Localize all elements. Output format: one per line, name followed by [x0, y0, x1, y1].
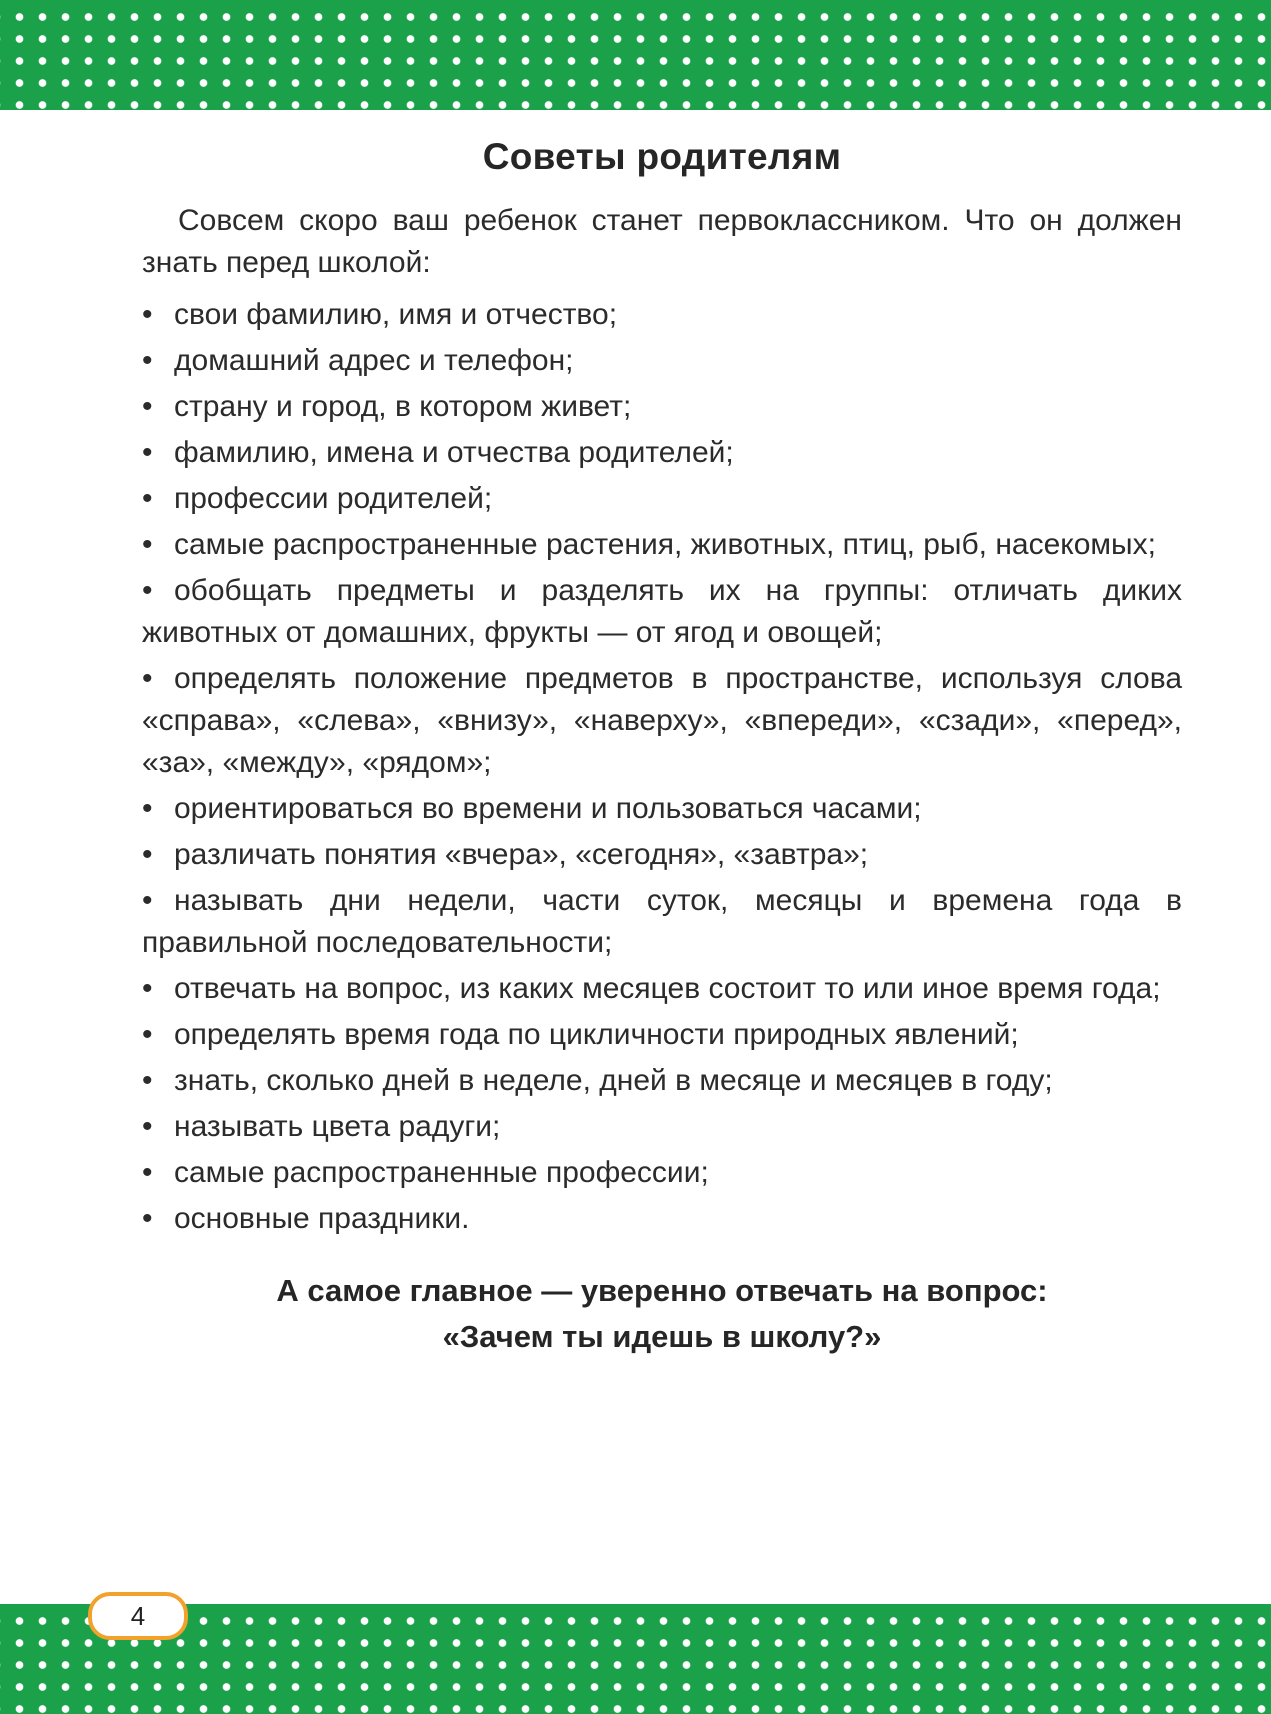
list-item-text: определять время года по цикличности природных явлений; — [174, 1018, 1019, 1051]
list-item-text: свои фамилию, имя и отчество; — [174, 298, 618, 331]
list-item-text: фамилию, имена и отчества родителей; — [174, 436, 734, 469]
list-item-text: самые распространенные профессии; — [174, 1156, 709, 1189]
page-content — [142, 128, 1182, 1360]
list-item-text: называть цвета радуги; — [174, 1110, 501, 1143]
advice-list — [142, 294, 1182, 1240]
list-item — [142, 1014, 1182, 1056]
list-item — [142, 1106, 1182, 1148]
top-decorative-band — [0, 0, 1271, 110]
list-item-text: обобщать предметы и разделять их на группы: отличать диких животных от домашних, фрукты — от ягод и овощей; — [142, 574, 1182, 649]
page-number: 4 — [88, 1592, 188, 1640]
bullet-icon: • — [142, 574, 153, 607]
bullet-icon: • — [142, 1110, 153, 1143]
bullet-icon: • — [142, 838, 153, 871]
bullet-icon: • — [142, 1064, 153, 1097]
bullet-icon: • — [142, 298, 153, 331]
list-item — [142, 570, 1182, 654]
list-item-text: знать, сколько дней в неделе, дней в месяце и месяцев в году; — [174, 1064, 1053, 1097]
closing-line-2: «Зачем ты идешь в школу?» — [442, 1319, 882, 1354]
list-item — [142, 1152, 1182, 1194]
bullet-icon: • — [142, 662, 153, 695]
bullet-icon: • — [142, 1018, 153, 1051]
list-item-text: основные праздники. — [174, 1202, 470, 1235]
list-item-text: называть дни недели, части суток, месяцы и времена года в правильной последовательности; — [142, 884, 1182, 959]
bullet-icon: • — [142, 884, 153, 917]
bullet-icon: • — [142, 1202, 153, 1235]
bottom-decorative-band — [0, 1604, 1271, 1714]
bullet-icon: • — [142, 528, 153, 561]
bullet-icon: • — [142, 482, 153, 515]
bullet-icon: • — [142, 792, 153, 825]
list-item — [142, 432, 1182, 474]
closing-statement — [142, 1268, 1182, 1360]
list-item — [142, 834, 1182, 876]
list-item-text: страну и город, в котором живет; — [174, 390, 632, 423]
list-item — [142, 340, 1182, 382]
list-item — [142, 1060, 1182, 1102]
list-item — [142, 386, 1182, 428]
list-item-text: домашний адрес и телефон; — [174, 344, 574, 377]
list-item — [142, 478, 1182, 520]
list-item-text: самые распространенные растения, животных, птиц, рыб, насекомых; — [174, 528, 1156, 561]
list-item — [142, 294, 1182, 336]
bullet-icon: • — [142, 344, 153, 377]
list-item — [142, 658, 1182, 784]
bullet-icon: • — [142, 1156, 153, 1189]
list-item — [142, 1198, 1182, 1240]
list-item-text: ориентироваться во времени и пользоваться часами; — [174, 792, 922, 825]
list-item — [142, 968, 1182, 1010]
list-item-text: определять положение предметов в пространстве, используя слова «справа», «слева», «внизу», «наверху», «впереди», «сзади», «перед», «за», «между», «рядом»; — [142, 662, 1182, 779]
list-item — [142, 880, 1182, 964]
intro-paragraph: Совсем скоро ваш ребенок станет первоклассником. Что он должен знать перед школой: — [142, 204, 1182, 279]
bullet-icon: • — [142, 436, 153, 469]
page-title: Советы родителям — [482, 136, 842, 177]
list-item — [142, 788, 1182, 830]
bullet-icon: • — [142, 972, 153, 1005]
closing-line-1: А самое главное — уверенно отвечать на вопрос: — [276, 1273, 1048, 1308]
list-item — [142, 524, 1182, 566]
list-item-text: профессии родителей; — [174, 482, 493, 515]
list-item-text: отвечать на вопрос, из каких месяцев состоит то или иное время года; — [174, 972, 1161, 1005]
bullet-icon: • — [142, 390, 153, 423]
list-item-text: различать понятия «вчера», «сегодня», «завтра»; — [174, 838, 869, 871]
